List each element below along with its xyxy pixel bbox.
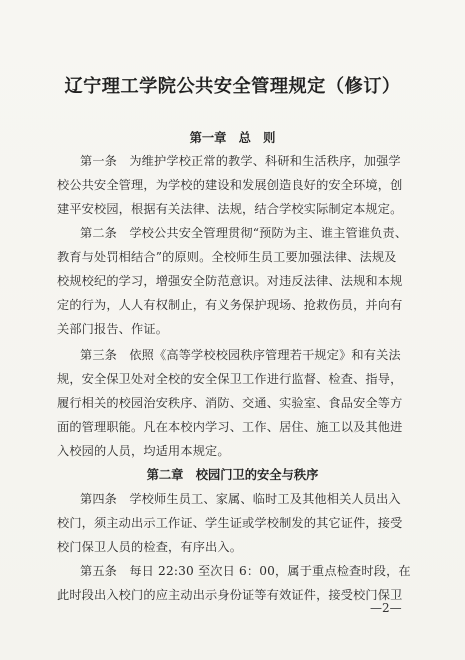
- article-2-line-5: 关部门报告、作证。: [57, 322, 169, 336]
- page-number: —2—: [370, 601, 402, 615]
- article-2-line-3: 校规校纪的学习，增强安全防范意识。对违反法律、法规和本规: [57, 274, 403, 288]
- chapter-heading-1: 第一章 总 则: [189, 131, 276, 145]
- document-title: 辽宁理工学院公共安全管理规定（修订）: [64, 76, 401, 97]
- article-2-line-1: 第二条 学校公共安全管理贯彻“预防为主、谁主管谁负责、: [80, 226, 408, 240]
- article-3-line-5: 入校园的人员，均适用本规定。: [57, 444, 230, 458]
- article-5-line-2: 此时段出入校门的应主动出示身份证等有效证件，接受校门保卫: [57, 588, 403, 602]
- article-2-line-2: 教育与处罚相结合”的原则。全校师生员工要加强法律、法规及: [57, 250, 397, 264]
- article-1-line-2: 校公共安全管理，为学校的建设和发展创造良好的安全环境，创: [57, 178, 403, 192]
- article-1-line-1: 第一条 为维护学校正常的教学、科研和生活秩序，加强学: [80, 154, 401, 168]
- article-3-line-3: 履行相关的校园治安秩序、消防、交通、实验室、食品安全等方: [57, 396, 403, 410]
- article-4-line-1: 第四条 学校师生员工、家属、临时工及其他相关人员出入: [80, 492, 401, 506]
- article-5-line-1: 第五条 每日 22:30 至次日 6：00，属于重点检查时段，在: [80, 564, 411, 578]
- article-3-line-4: 面的管理职能。凡在本校内学习、工作、居住、施工以及其他进: [57, 420, 403, 434]
- article-4-line-3: 校门保卫人员的检查，有序出入。: [57, 540, 243, 554]
- article-4-line-2: 校门，须主动出示工作证、学生证或学校制发的其它证件，接受: [57, 516, 403, 530]
- article-3-line-2: 规，安全保卫处对全校的安全保卫工作进行监督、检查、指导，: [57, 372, 403, 386]
- chapter-heading-2: 第二章 校园门卫的安全与秩序: [146, 468, 319, 482]
- article-2-line-4: 定的行为，人人有权制止，有义务保护现场、抢救伤员，并向有: [57, 298, 403, 312]
- article-3-line-1: 第三条 依照《高等学校校园秩序管理若干规定》和有关法: [80, 348, 401, 362]
- article-1-line-3: 建平安校园，根据有关法律、法规，结合学校实际制定本规定。: [57, 202, 403, 216]
